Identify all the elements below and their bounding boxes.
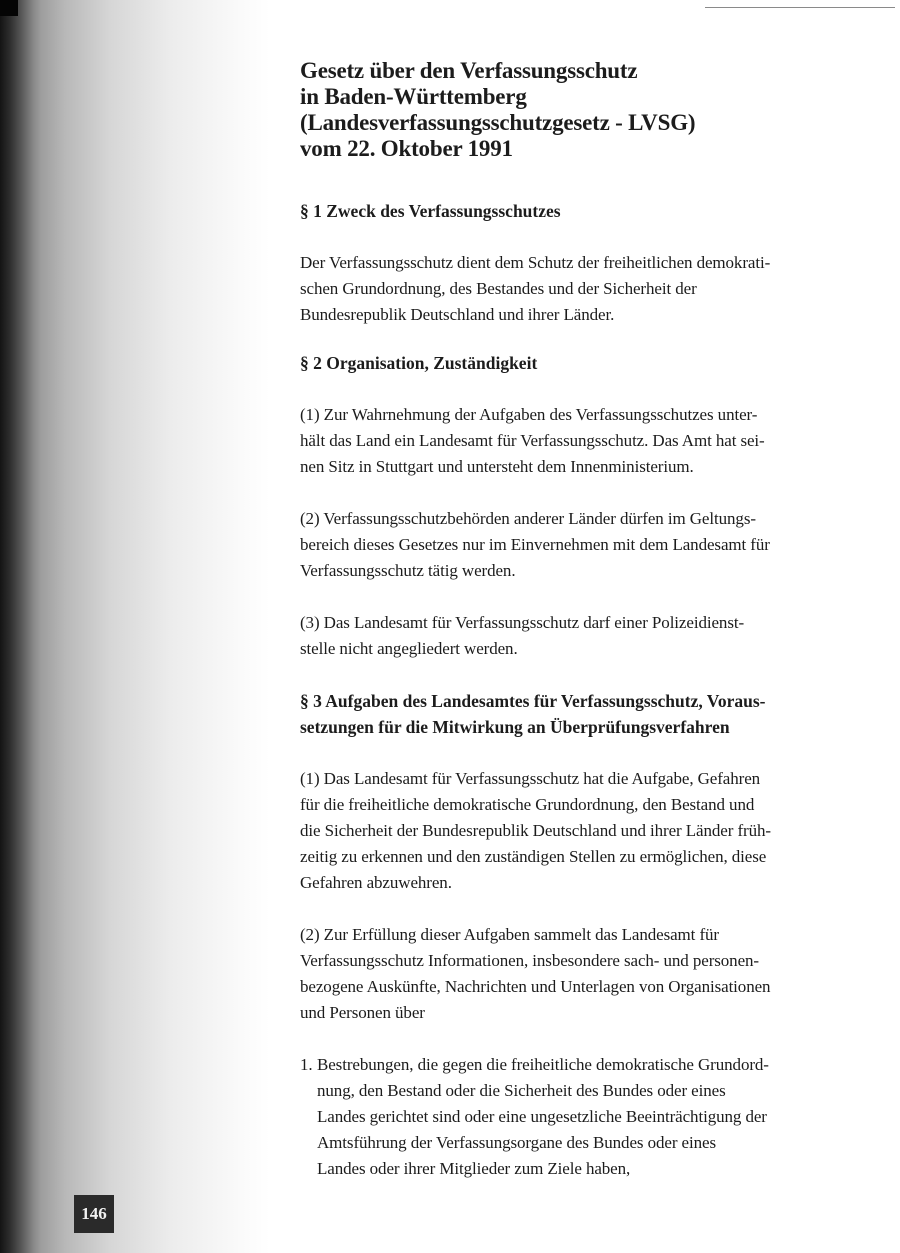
section-2-paragraph-3 [300, 610, 845, 662]
text-line: schen Grundordnung, des Bestandes und der Sicherheit der [300, 279, 697, 298]
text-line: für die freiheitliche demokratische Grundordnung, den Bestand und [300, 795, 755, 814]
section-3-paragraph-2 [300, 922, 845, 1026]
list-number: 1. [300, 1055, 313, 1074]
document-body [300, 58, 845, 1182]
text-line: Landes gerichtet sind oder eine ungesetzliche Beeinträchtigung der [317, 1107, 767, 1126]
text-line: hält das Land ein Landesamt für Verfassungsschutz. Das Amt hat sei- [300, 431, 765, 450]
page-gutter-shadow [40, 0, 270, 1253]
page-number: 146 [74, 1195, 114, 1233]
title-line: in Baden-Württemberg [300, 84, 527, 109]
text-line: (1) Zur Wahrnehmung der Aufgaben des Verfassungsschutzes unter- [300, 405, 758, 424]
document-title [300, 58, 845, 162]
text-line: Gefahren abzuwehren. [300, 873, 452, 892]
section-1-paragraph [300, 250, 845, 328]
section-2-paragraph-1 [300, 402, 845, 480]
text-line: und Personen über [300, 1003, 425, 1022]
text-line: bezogene Auskünfte, Nachrichten und Unterlagen von Organisationen [300, 977, 771, 996]
title-line: Gesetz über den Verfassungsschutz [300, 58, 638, 83]
text-line: bereich dieses Gesetzes nur im Einvernehmen mit dem Landesamt für [300, 535, 770, 554]
section-3-list-item-1 [300, 1052, 845, 1182]
text-line: zeitig zu erkennen und den zuständigen Stellen zu ermöglichen, diese [300, 847, 767, 866]
title-line: (Landesverfassungsschutzgesetz - LVSG) [300, 110, 696, 135]
section-3-heading [300, 688, 845, 740]
text-line: Bestrebungen, die gegen die freiheitliche demokratische Grundord- [317, 1055, 769, 1074]
text-line: Verfassungsschutz Informationen, insbesondere sach- und personen- [300, 951, 759, 970]
text-line: Landes oder ihrer Mitglieder zum Ziele haben, [317, 1159, 631, 1178]
text-line: (2) Verfassungsschutzbehörden anderer Länder dürfen im Geltungs- [300, 509, 756, 528]
text-line: (2) Zur Erfüllung dieser Aufgaben sammelt das Landesamt für [300, 925, 719, 944]
section-2-heading: § 2 Organisation, Zuständigkeit [300, 353, 538, 373]
top-edge-rule [705, 7, 895, 8]
scan-binding-edge [0, 0, 40, 1253]
text-line: die Sicherheit der Bundesrepublik Deutschland und ihrer Länder früh- [300, 821, 771, 840]
heading-line: setzungen für die Mitwirkung an Überprüfungsverfahren [300, 717, 730, 737]
title-line: vom 22. Oktober 1991 [300, 136, 513, 161]
section-3-paragraph-1 [300, 766, 845, 896]
text-line: stelle nicht angegliedert werden. [300, 639, 518, 658]
text-line: Verfassungsschutz tätig werden. [300, 561, 516, 580]
section-2-paragraph-2 [300, 506, 845, 584]
text-line: (1) Das Landesamt für Verfassungsschutz hat die Aufgabe, Gefahren [300, 769, 761, 788]
text-line: nen Sitz in Stuttgart und untersteht dem Innenministerium. [300, 457, 694, 476]
heading-line: § 3 Aufgaben des Landesamtes für Verfassungsschutz, Voraus- [300, 691, 766, 711]
text-line: Amtsführung der Verfassungsorgane des Bundes oder eines [317, 1133, 716, 1152]
section-1-heading: § 1 Zweck des Verfassungsschutzes [300, 201, 561, 221]
text-line: nung, den Bestand oder die Sicherheit des Bundes oder eines [317, 1081, 726, 1100]
text-line: (3) Das Landesamt für Verfassungsschutz darf einer Polizeidienst- [300, 613, 745, 632]
text-line: Bundesrepublik Deutschland und ihrer Länder. [300, 305, 615, 324]
scan-corner [0, 0, 18, 16]
text-line: Der Verfassungsschutz dient dem Schutz der freiheitlichen demokrati- [300, 253, 771, 272]
